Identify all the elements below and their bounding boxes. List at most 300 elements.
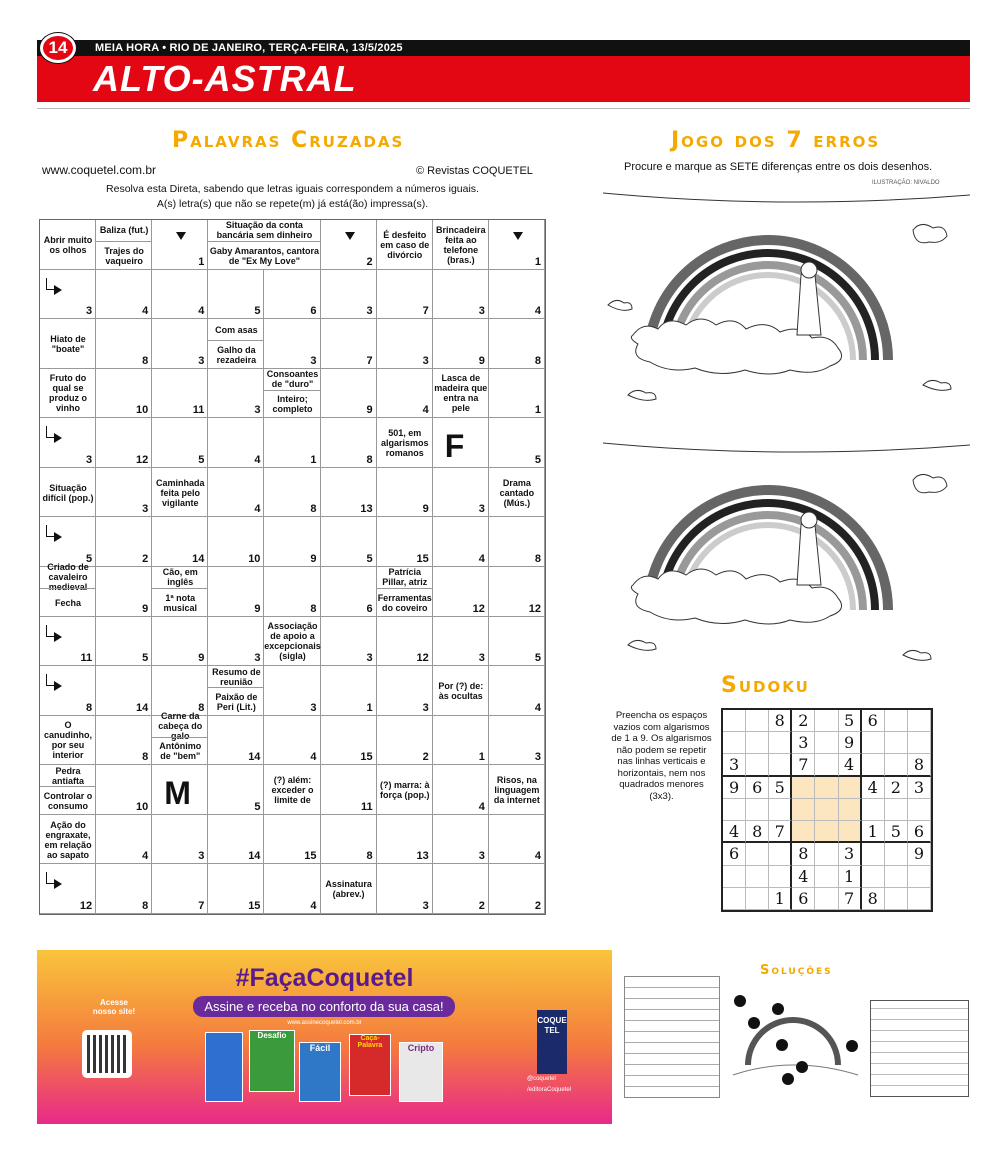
answer-cell[interactable] xyxy=(489,418,545,468)
cell-number: 15 xyxy=(248,899,261,912)
sudoku-cell[interactable] xyxy=(815,710,838,732)
clue-text: Situação da conta bancária sem dinheiro xyxy=(216,220,313,241)
errors-instructions: Procure e marque as SETE diferenças entre os dois desenhos. xyxy=(624,161,933,173)
sudoku-cell[interactable] xyxy=(839,777,862,799)
sudoku-cell[interactable] xyxy=(839,821,862,843)
answer-cell[interactable] xyxy=(377,666,433,716)
corner-arrow-icon xyxy=(46,525,54,537)
sudoku-cell[interactable] xyxy=(746,799,769,821)
answer-cell[interactable] xyxy=(433,319,489,369)
sudoku-cell[interactable]: 7 xyxy=(769,821,792,843)
answer-cell[interactable] xyxy=(96,815,152,865)
clue-text: Cão, em inglês xyxy=(162,567,198,588)
answer-cell[interactable] xyxy=(264,567,320,617)
cell-number: 3 xyxy=(85,305,93,318)
cell-number: 11 xyxy=(192,404,205,417)
answer-cell[interactable] xyxy=(264,319,320,369)
cell-number: 4 xyxy=(534,850,541,863)
sudoku-cell[interactable] xyxy=(908,710,931,732)
sudoku-cell[interactable] xyxy=(769,754,792,776)
answer-cell[interactable] xyxy=(321,716,377,766)
cell-number: 13 xyxy=(416,850,429,863)
answer-cell[interactable] xyxy=(208,270,264,320)
sudoku-cell[interactable]: 8 xyxy=(769,710,792,732)
cell-number: 8 xyxy=(534,552,541,565)
answer-cell[interactable] xyxy=(321,815,377,865)
sudoku-cell[interactable] xyxy=(885,799,908,821)
answer-cell[interactable] xyxy=(208,567,264,617)
answer-cell[interactable] xyxy=(433,468,489,518)
cell-number: 5 xyxy=(142,652,149,665)
clue-text: Gaby Amarantos, cantora de "Ex My Love" xyxy=(208,241,320,270)
answer-cell[interactable] xyxy=(40,864,96,914)
cell-number: 8 xyxy=(198,701,205,714)
answer-cell[interactable] xyxy=(489,864,545,914)
arrow-down-icon xyxy=(513,232,523,240)
clue-text: Resumo de reunião xyxy=(212,666,261,687)
cell-number: 15 xyxy=(360,751,373,764)
clue-text: Controlar o consumo xyxy=(40,786,96,815)
answer-cell[interactable] xyxy=(489,220,545,270)
answer-cell[interactable] xyxy=(433,864,489,914)
sudoku-cell[interactable] xyxy=(792,821,815,843)
clue-text: Hiato de "boate" xyxy=(50,333,86,354)
sudoku-cell[interactable]: 6 xyxy=(862,710,885,732)
answer-cell[interactable] xyxy=(96,517,152,567)
cell-number: 3 xyxy=(310,701,317,714)
cell-number: 8 xyxy=(534,354,541,367)
answer-cell[interactable] xyxy=(321,369,377,419)
sudoku-cell[interactable] xyxy=(746,754,769,776)
cell-number: 14 xyxy=(135,701,149,714)
cell-number: 4 xyxy=(142,850,149,863)
ad-visit-label: Acesse nosso site! xyxy=(92,998,136,1016)
clue-text: É desfeito em caso de divórcio xyxy=(380,229,430,260)
crossword-instructions-2: A(s) letra(s) que não se repete(m) já está(ão) impressa(s). xyxy=(156,198,429,210)
cell-number: 4 xyxy=(478,552,485,565)
clue-text: Situação difícil (pop.) xyxy=(42,482,94,503)
answer-cell[interactable] xyxy=(489,716,545,766)
cell-number: 3 xyxy=(422,354,429,367)
answer-cell[interactable] xyxy=(264,418,320,468)
answer-cell[interactable] xyxy=(96,468,152,518)
solution-seven-errors xyxy=(728,985,863,1095)
sudoku-cell[interactable]: 7 xyxy=(839,888,862,910)
clue-text: Caminhada feita pelo vigilante xyxy=(156,477,205,508)
answer-cell[interactable] xyxy=(321,517,377,567)
cell-number: 3 xyxy=(85,453,93,466)
sudoku-cell[interactable] xyxy=(723,799,746,821)
clue-text: Ferramentas do coveiro xyxy=(377,588,433,617)
answer-cell[interactable] xyxy=(433,517,489,567)
answer-cell[interactable] xyxy=(264,864,320,914)
sudoku-cell[interactable] xyxy=(815,843,838,865)
answer-cell[interactable] xyxy=(208,864,264,914)
cell-number: 11 xyxy=(361,800,373,813)
cell-number: 15 xyxy=(416,552,429,565)
answer-cell[interactable] xyxy=(264,666,320,716)
sudoku-cell[interactable]: 9 xyxy=(908,843,931,865)
answer-cell[interactable] xyxy=(264,270,320,320)
sudoku-cell[interactable]: 4 xyxy=(839,754,862,776)
answer-cell[interactable] xyxy=(433,716,489,766)
cell-number: 7 xyxy=(422,305,429,318)
answer-cell[interactable] xyxy=(321,319,377,369)
sudoku-cell[interactable]: 3 xyxy=(792,732,815,754)
answer-cell[interactable] xyxy=(489,369,545,419)
sudoku-cell[interactable] xyxy=(862,866,885,888)
given-letter-m: M xyxy=(164,775,191,812)
answer-cell[interactable] xyxy=(208,517,264,567)
arrow-right-icon xyxy=(54,632,62,642)
answer-cell[interactable] xyxy=(377,468,433,518)
sudoku-cell[interactable] xyxy=(815,866,838,888)
magazine-cover-desafio: Desafio xyxy=(249,1030,295,1092)
arrow-right-icon xyxy=(54,285,62,295)
answer-cell[interactable] xyxy=(377,864,433,914)
answer-cell[interactable] xyxy=(264,815,320,865)
clue-text: Fruto do qual se produz o vinho xyxy=(49,373,88,414)
answer-cell[interactable] xyxy=(96,765,152,815)
clue-text: Galho da rezadeira xyxy=(208,340,264,369)
answer-cell[interactable] xyxy=(96,666,152,716)
sudoku-cell[interactable]: 4 xyxy=(723,821,746,843)
sudoku-cell[interactable] xyxy=(908,732,931,754)
clue-text: O canudinho, por seu interior xyxy=(44,720,93,761)
cell-number: 4 xyxy=(198,305,205,318)
top-bar xyxy=(37,40,970,56)
sudoku-cell[interactable]: 4 xyxy=(792,866,815,888)
errors-credit: ILUSTRAÇÃO: NIVALDO xyxy=(872,180,940,186)
cell-number: 4 xyxy=(422,404,429,417)
sudoku-cell[interactable]: 1 xyxy=(862,821,885,843)
answer-cell[interactable] xyxy=(433,270,489,320)
sudoku-cell[interactable] xyxy=(815,754,838,776)
cell-number: 4 xyxy=(254,503,261,516)
sudoku-cell[interactable] xyxy=(769,799,792,821)
answer-cell[interactable] xyxy=(433,815,489,865)
page-number: 14 xyxy=(40,33,76,63)
cell-number: 5 xyxy=(254,305,261,318)
sudoku-cell[interactable] xyxy=(746,732,769,754)
answer-cell[interactable] xyxy=(40,666,96,716)
sudoku-cell[interactable] xyxy=(815,777,838,799)
answer-cell[interactable] xyxy=(208,815,264,865)
ad-banner[interactable] xyxy=(37,950,612,1124)
clue-text: Brincadeira feita ao telefone (bras.) xyxy=(436,224,486,265)
answer-cell[interactable] xyxy=(152,220,208,270)
sudoku-cell[interactable]: 5 xyxy=(885,821,908,843)
answer-cell[interactable] xyxy=(321,418,377,468)
answer-cell[interactable] xyxy=(96,270,152,320)
answer-cell[interactable] xyxy=(489,815,545,865)
cell-number: 3 xyxy=(254,404,261,417)
answer-cell[interactable] xyxy=(489,319,545,369)
crossword-grid[interactable] xyxy=(39,219,546,915)
sudoku-cell[interactable]: 1 xyxy=(839,866,862,888)
sudoku-cell[interactable]: 3 xyxy=(839,843,862,865)
sudoku-grid[interactable] xyxy=(721,708,933,912)
cell-number: 3 xyxy=(478,850,485,863)
sudoku-cell[interactable] xyxy=(723,888,746,910)
sudoku-cell[interactable] xyxy=(815,888,838,910)
answer-cell[interactable] xyxy=(152,270,208,320)
cell-number: 6 xyxy=(310,305,317,318)
cell-number: 3 xyxy=(142,503,149,516)
sudoku-cell[interactable] xyxy=(862,754,885,776)
ad-url[interactable]: www.assinecoquetel.com.br xyxy=(287,1020,362,1026)
answer-cell[interactable] xyxy=(489,517,545,567)
answer-cell[interactable] xyxy=(377,270,433,320)
cell-number: 2 xyxy=(478,899,485,912)
magazine-cover-1 xyxy=(205,1032,243,1102)
answer-cell[interactable] xyxy=(152,319,208,369)
answer-cell[interactable] xyxy=(40,270,96,320)
cell-number: 3 xyxy=(366,652,373,665)
cell-number: 12 xyxy=(416,652,429,665)
sudoku-cell[interactable] xyxy=(746,866,769,888)
cell-number: 4 xyxy=(534,305,541,318)
sudoku-cell[interactable]: 8 xyxy=(862,888,885,910)
answer-cell[interactable] xyxy=(208,418,264,468)
sudoku-cell[interactable] xyxy=(723,710,746,732)
cell-number: 9 xyxy=(310,552,317,565)
cell-number: 2 xyxy=(422,751,429,764)
answer-cell[interactable] xyxy=(152,617,208,667)
cell-number: 9 xyxy=(254,602,261,615)
sudoku-cell[interactable]: 6 xyxy=(792,888,815,910)
answer-cell[interactable] xyxy=(321,765,377,815)
sudoku-cell[interactable] xyxy=(885,843,908,865)
answer-cell[interactable] xyxy=(152,418,208,468)
answer-cell[interactable] xyxy=(433,765,489,815)
answer-cell[interactable] xyxy=(40,617,96,667)
answer-cell[interactable] xyxy=(208,468,264,518)
drawing-top xyxy=(603,193,970,400)
sudoku-cell[interactable]: 8 xyxy=(792,843,815,865)
cell-number: 4 xyxy=(534,701,541,714)
cell-number: 14 xyxy=(192,552,205,565)
answer-cell[interactable] xyxy=(96,716,152,766)
sudoku-cell[interactable] xyxy=(792,777,815,799)
sudoku-cell[interactable] xyxy=(885,888,908,910)
answer-cell[interactable] xyxy=(208,765,264,815)
sudoku-cell[interactable]: 5 xyxy=(839,710,862,732)
answer-cell[interactable] xyxy=(321,270,377,320)
sudoku-cell[interactable] xyxy=(885,710,908,732)
answer-cell[interactable] xyxy=(489,666,545,716)
ad-social-1: @coquetel xyxy=(527,1076,556,1082)
sudoku-cell[interactable] xyxy=(723,866,746,888)
sudoku-cell[interactable] xyxy=(723,732,746,754)
cell-number: 5 xyxy=(534,453,541,466)
cell-number: 3 xyxy=(198,850,205,863)
corner-arrow-icon xyxy=(46,625,54,637)
ad-hashtag: #FaçaCoquetel xyxy=(235,964,414,992)
sudoku-cell[interactable]: 6 xyxy=(723,843,746,865)
cell-number: 3 xyxy=(254,652,261,665)
sudoku-cell[interactable] xyxy=(746,710,769,732)
cell-number: 1 xyxy=(198,255,205,268)
answer-cell[interactable] xyxy=(152,517,208,567)
answer-cell[interactable] xyxy=(152,815,208,865)
cell-number: 5 xyxy=(198,453,205,466)
answer-cell[interactable] xyxy=(96,617,152,667)
cell-number: 3 xyxy=(198,354,205,367)
answer-cell[interactable] xyxy=(377,319,433,369)
cell-number: 8 xyxy=(366,453,373,466)
sudoku-cell[interactable]: 9 xyxy=(723,777,746,799)
sudoku-cell[interactable]: 2 xyxy=(792,710,815,732)
answer-cell[interactable] xyxy=(208,617,264,667)
cell-number: 3 xyxy=(534,751,541,764)
sudoku-cell[interactable] xyxy=(908,866,931,888)
cell-number: 8 xyxy=(142,751,149,764)
answer-cell[interactable] xyxy=(377,815,433,865)
qr-code-icon[interactable] xyxy=(82,1030,132,1078)
clue-text: (?) além: exceder o limite de xyxy=(271,775,314,806)
cell-number: 5 xyxy=(85,552,93,565)
sudoku-cell[interactable] xyxy=(885,754,908,776)
arrow-right-icon xyxy=(54,433,62,443)
answer-cell[interactable] xyxy=(433,617,489,667)
sudoku-cell[interactable]: 6 xyxy=(908,821,931,843)
magazine-cover-caca-palavra: Caça-Palavra xyxy=(349,1034,391,1096)
clue-text: Trajes do vaqueiro xyxy=(96,241,152,270)
answer-cell[interactable] xyxy=(96,319,152,369)
arrow-down-icon xyxy=(345,232,355,240)
sudoku-cell[interactable] xyxy=(815,821,838,843)
sudoku-cell[interactable]: 5 xyxy=(769,777,792,799)
sudoku-cell[interactable]: 3 xyxy=(908,777,931,799)
sudoku-cell[interactable]: 3 xyxy=(723,754,746,776)
cell-number: 8 xyxy=(85,701,93,714)
cell-number: 3 xyxy=(478,652,485,665)
answer-cell[interactable] xyxy=(208,369,264,419)
clue-text: Antônimo de "bem" xyxy=(152,737,208,766)
answer-cell[interactable] xyxy=(377,617,433,667)
sudoku-cell[interactable]: 9 xyxy=(839,732,862,754)
crossword-copyright: © Revistas COQUETEL xyxy=(416,165,533,177)
sudoku-cell[interactable] xyxy=(815,732,838,754)
clue-text: Risos, na linguagem da internet xyxy=(493,775,540,806)
crossword-title: Palavras Cruzadas xyxy=(172,128,405,153)
answer-cell[interactable] xyxy=(264,716,320,766)
answer-cell[interactable] xyxy=(152,666,208,716)
sudoku-cell[interactable]: 8 xyxy=(908,754,931,776)
answer-cell[interactable] xyxy=(321,220,377,270)
arrow-right-icon xyxy=(54,879,62,889)
sudoku-cell[interactable] xyxy=(792,799,815,821)
cell-number: 5 xyxy=(534,652,541,665)
sudoku-cell[interactable] xyxy=(908,888,931,910)
clue-text: Baliza (fut.) xyxy=(99,225,149,236)
sudoku-cell[interactable] xyxy=(746,888,769,910)
sudoku-cell[interactable]: 6 xyxy=(746,777,769,799)
cell-number: 5 xyxy=(366,552,373,565)
sudoku-cell[interactable] xyxy=(769,866,792,888)
answer-cell[interactable] xyxy=(377,716,433,766)
answer-cell[interactable] xyxy=(96,369,152,419)
corner-arrow-icon xyxy=(46,674,54,686)
sudoku-cell[interactable] xyxy=(862,732,885,754)
answer-cell[interactable] xyxy=(96,864,152,914)
sudoku-cell[interactable]: 8 xyxy=(746,821,769,843)
clue-text: Consoantes de "duro" xyxy=(266,369,319,390)
corner-arrow-icon xyxy=(46,872,54,884)
answer-cell[interactable] xyxy=(40,418,96,468)
answer-cell[interactable] xyxy=(433,567,489,617)
answer-cell[interactable] xyxy=(489,270,545,320)
cell-number: 6 xyxy=(366,602,373,615)
answer-cell[interactable] xyxy=(96,567,152,617)
answer-cell[interactable] xyxy=(377,369,433,419)
clue-text: Fecha xyxy=(40,588,96,617)
clue-text: Pedra antiafta xyxy=(52,765,85,786)
cell-number: 2 xyxy=(366,255,373,268)
cell-number: 11 xyxy=(80,652,93,665)
ad-tagline: Assine e receba no conforto da sua casa! xyxy=(193,996,455,1017)
sudoku-cell[interactable] xyxy=(885,866,908,888)
answer-cell[interactable] xyxy=(152,864,208,914)
clue-text: 1ª nota musical xyxy=(152,588,208,617)
sudoku-cell[interactable] xyxy=(885,732,908,754)
seven-errors-illustration[interactable] xyxy=(603,185,970,675)
brand-logo: COQUETEL xyxy=(537,1010,567,1074)
sudoku-cell[interactable] xyxy=(769,732,792,754)
sudoku-cell[interactable] xyxy=(769,843,792,865)
sudoku-cell[interactable]: 1 xyxy=(769,888,792,910)
cell-number: 2 xyxy=(142,552,149,565)
cell-number: 12 xyxy=(135,453,149,466)
answer-cell[interactable] xyxy=(321,666,377,716)
answer-cell[interactable] xyxy=(152,369,208,419)
arrow-down-icon xyxy=(176,232,186,240)
arrow-right-icon xyxy=(54,681,62,691)
answer-cell[interactable] xyxy=(264,468,320,518)
sudoku-cell[interactable] xyxy=(839,799,862,821)
answer-cell[interactable] xyxy=(321,567,377,617)
sudoku-cell[interactable]: 7 xyxy=(792,754,815,776)
sudoku-cell[interactable]: 4 xyxy=(862,777,885,799)
answer-cell[interactable] xyxy=(489,617,545,667)
cell-number: 12 xyxy=(528,602,541,615)
sudoku-cell[interactable] xyxy=(862,799,885,821)
answer-cell[interactable] xyxy=(40,517,96,567)
cell-number: 8 xyxy=(142,354,149,367)
sudoku-cell[interactable] xyxy=(815,799,838,821)
cell-number: 3 xyxy=(422,899,429,912)
answer-cell[interactable] xyxy=(96,418,152,468)
answer-cell[interactable] xyxy=(321,617,377,667)
answer-cell[interactable] xyxy=(264,517,320,567)
sudoku-cell[interactable]: 2 xyxy=(885,777,908,799)
clue-text: Abrir muito os olhos xyxy=(43,234,93,255)
answer-cell[interactable] xyxy=(489,567,545,617)
clue-text: Assinatura (abrev.) xyxy=(325,879,372,900)
answer-cell[interactable] xyxy=(321,468,377,518)
answer-cell[interactable] xyxy=(377,517,433,567)
drawing-bottom xyxy=(603,443,970,660)
cell-number: 1 xyxy=(310,453,317,466)
sudoku-cell[interactable] xyxy=(746,843,769,865)
cell-number: 3 xyxy=(422,701,429,714)
sudoku-cell[interactable] xyxy=(908,799,931,821)
crossword-site: www.coquetel.com.br xyxy=(42,163,157,177)
answer-cell[interactable] xyxy=(208,716,264,766)
crossword-instructions-1: Resolva esta Direta, sabendo que letras iguais correspondem a números iguais. xyxy=(106,183,479,195)
sudoku-cell[interactable] xyxy=(862,843,885,865)
